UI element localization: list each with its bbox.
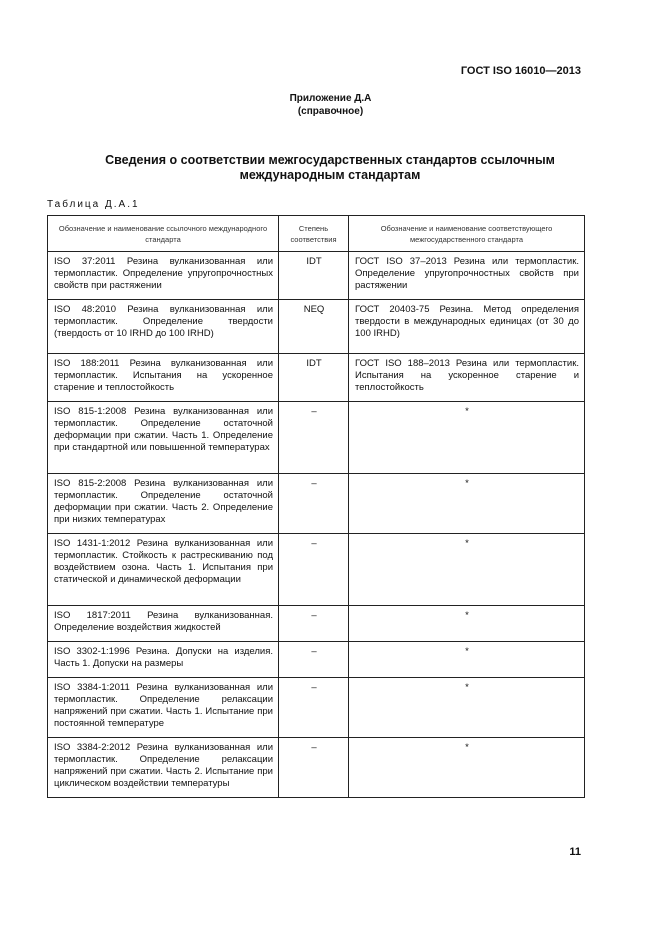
column-header-national: Обозначение и наименование соответствующего межгосударственного стандарта bbox=[349, 216, 585, 252]
column-header-reference: Обозначение и наименование ссылочного международного стандарта bbox=[48, 216, 279, 252]
table-header-row bbox=[48, 216, 585, 252]
table-row bbox=[48, 474, 585, 534]
degree-cell: – bbox=[279, 678, 349, 738]
reference-standard-cell: ISO 48:2010 Резина вулканизованная или термопластик. Определение твердости (твердость от 10 IRHD до 100 IRHD) bbox=[48, 300, 279, 354]
national-standard-cell: ГОСТ 20403-75 Резина. Метод определения твердости в международных единицах (от 30 до 100 IRHD) bbox=[349, 300, 585, 354]
degree-cell: – bbox=[279, 474, 349, 534]
national-standard-cell: ГОСТ ISO 37–2013 Резина или термопластик. Определение упругопрочностных свойств при растяжении bbox=[349, 252, 585, 300]
table-row bbox=[48, 606, 585, 642]
degree-cell: – bbox=[279, 738, 349, 798]
page-number: 11 bbox=[569, 846, 581, 858]
table-row bbox=[48, 402, 585, 474]
degree-cell: – bbox=[279, 642, 349, 678]
degree-cell: – bbox=[279, 402, 349, 474]
table-row bbox=[48, 300, 585, 354]
table-row bbox=[48, 678, 585, 738]
table-row bbox=[48, 642, 585, 678]
degree-cell: IDT bbox=[279, 354, 349, 402]
reference-standard-cell: ISO 3384-2:2012 Резина вулканизованная или термопластик. Определение релаксации напряжений при сжатии. Часть 2. Испытание при циклическом воздействии температуры bbox=[48, 738, 279, 798]
national-standard-cell: * bbox=[349, 534, 585, 606]
national-standard-cell: ГОСТ ISO 188–2013 Резина или термопластик. Испытания на ускоренное старение и теплостойкость bbox=[349, 354, 585, 402]
page-header-standard: ГОСТ ISO 16010—2013 bbox=[460, 65, 581, 77]
national-standard-cell: * bbox=[349, 606, 585, 642]
reference-standard-cell: ISO 1817:2011 Резина вулканизованная. Определение воздействия жидкостей bbox=[48, 606, 279, 642]
column-header-degree: Степень соответствия bbox=[279, 216, 349, 252]
reference-standard-cell: ISO 1431-1:2012 Резина вулканизованная или термопластик. Стойкость к растрескиванию под воздействием озона. Часть 1. Испытания при статической и динамической деформации bbox=[48, 534, 279, 606]
table-caption: Таблица Д.А.1 bbox=[47, 199, 140, 210]
degree-cell: – bbox=[279, 606, 349, 642]
appendix-title: Приложение Д.А bbox=[289, 93, 372, 104]
appendix-subtitle: (справочное) bbox=[297, 106, 364, 117]
national-standard-cell: * bbox=[349, 402, 585, 474]
reference-standard-cell: ISO 3302-1:1996 Резина. Допуски на изделия. Часть 1. Допуски на размеры bbox=[48, 642, 279, 678]
reference-standard-cell: ISO 37:2011 Резина вулканизованная или термопластик. Определение упругопрочностных свойств при растяжении bbox=[48, 252, 279, 300]
document-title: Сведения о соответствии межгосударственных стандартов ссылочным международным стандартам bbox=[105, 153, 555, 182]
table-row bbox=[48, 354, 585, 402]
national-standard-cell: * bbox=[349, 678, 585, 738]
national-standard-cell: * bbox=[349, 642, 585, 678]
reference-standard-cell: ISO 815-2:2008 Резина вулканизованная или термопластик. Определение остаточной деформации при сжатии. Часть 2. Определение при низких температурах bbox=[48, 474, 279, 534]
table-row bbox=[48, 738, 585, 798]
reference-standard-cell: ISO 815-1:2008 Резина вулканизованная или термопластик. Определение остаточной деформации при сжатии. Часть 1. Определение при стандартной или повышенной температурах bbox=[48, 402, 279, 474]
degree-cell: IDT bbox=[279, 252, 349, 300]
appendix-heading bbox=[0, 92, 661, 118]
national-standard-cell: * bbox=[349, 474, 585, 534]
national-standard-cell: * bbox=[349, 738, 585, 798]
degree-cell: – bbox=[279, 534, 349, 606]
reference-standard-cell: ISO 3384-1:2011 Резина вулканизованная или термопластик. Определение релаксации напряжений при сжатии. Часть 1. Испытание при постоянной температуре bbox=[48, 678, 279, 738]
table-row bbox=[48, 534, 585, 606]
degree-cell: NEQ bbox=[279, 300, 349, 354]
correspondence-table bbox=[47, 215, 585, 798]
reference-standard-cell: ISO 188:2011 Резина вулканизованная или термопластик. Испытания на ускоренное старение и теплостойкость bbox=[48, 354, 279, 402]
table-row bbox=[48, 252, 585, 300]
